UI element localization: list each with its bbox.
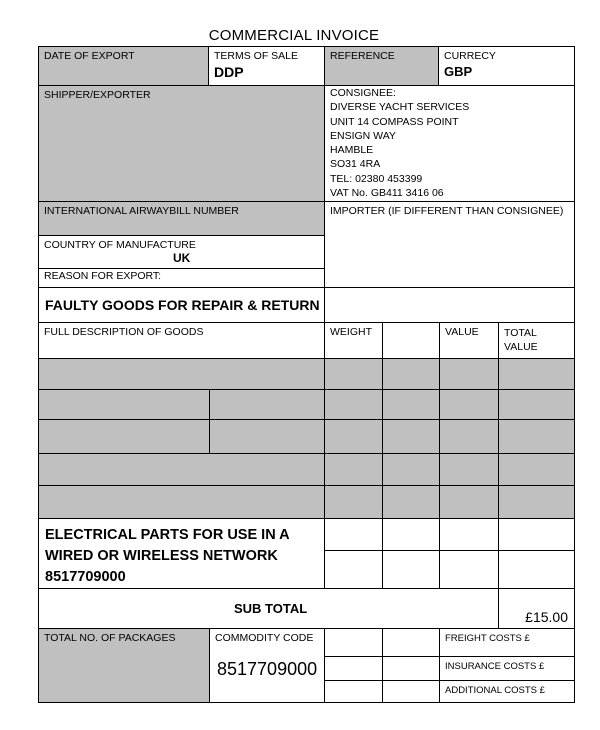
item-row-blank[interactable] xyxy=(383,390,440,420)
additional-costs-cell[interactable] xyxy=(440,681,575,703)
reason-value-cell[interactable] xyxy=(39,288,325,323)
freight-costs-cell[interactable] xyxy=(440,629,575,657)
freight-costs-label: FREIGHT COSTS £ xyxy=(445,633,530,644)
additional-costs-label: ADDITIONAL COSTS £ xyxy=(445,685,545,696)
goods-weight-cell[interactable] xyxy=(325,519,383,551)
importer-label: IMPORTER (IF DIFFERENT THAN CONSIGNEE) xyxy=(330,205,564,217)
reason-blank-cell xyxy=(325,288,575,323)
invoice-title: COMMERCIAL INVOICE xyxy=(208,27,380,44)
item-row-value[interactable] xyxy=(440,359,499,390)
item-row-description-2[interactable] xyxy=(210,420,325,454)
item-row-weight[interactable] xyxy=(325,420,383,454)
goods-description-line: ELECTRICAL PARTS FOR USE IN A xyxy=(45,527,290,543)
footer-blank-cell xyxy=(325,681,383,703)
item-row-weight[interactable] xyxy=(325,454,383,486)
reason-for-export-value: FAULTY GOODS FOR REPAIR & RETURN xyxy=(45,297,320,313)
weight-label: WEIGHT xyxy=(330,326,372,338)
insurance-costs-label: INSURANCE COSTS £ xyxy=(445,661,545,672)
date-of-export-label: DATE OF EXPORT xyxy=(44,50,135,62)
shipper-exporter-cell[interactable] xyxy=(39,86,325,202)
invoice-form xyxy=(38,46,575,703)
insurance-costs-cell[interactable] xyxy=(440,657,575,681)
total-value-label xyxy=(499,323,574,354)
consignee-line: SO31 4RA xyxy=(330,158,381,171)
goods-value-cell[interactable] xyxy=(440,519,499,551)
goods-value-cell[interactable] xyxy=(440,551,499,589)
reason-for-export-label: REASON FOR EXPORT: xyxy=(44,270,162,282)
blank-header xyxy=(383,323,440,359)
item-row-blank[interactable] xyxy=(383,454,440,486)
currency-cell[interactable] xyxy=(439,47,575,86)
consignee-cell[interactable] xyxy=(325,86,575,202)
item-row-blank[interactable] xyxy=(383,359,440,390)
airwaybill-label: INTERNATIONAL AIRWAYBILL NUMBER xyxy=(44,205,239,217)
item-row-description[interactable] xyxy=(39,486,325,519)
item-row-value[interactable] xyxy=(440,486,499,519)
item-row-weight[interactable] xyxy=(325,359,383,390)
item-row-blank[interactable] xyxy=(383,486,440,519)
airwaybill-cell[interactable] xyxy=(39,202,325,236)
item-row-description-2[interactable] xyxy=(210,390,325,420)
item-row-blank[interactable] xyxy=(383,420,440,454)
item-row-description[interactable] xyxy=(39,420,210,454)
goods-weight-cell[interactable] xyxy=(325,551,383,589)
value-header xyxy=(440,323,499,359)
commodity-code-label: COMMODITY CODE xyxy=(215,632,314,644)
total-packages-cell[interactable] xyxy=(39,629,210,703)
terms-of-sale-value: DDP xyxy=(214,64,244,80)
subtotal-label-cell xyxy=(39,589,499,629)
item-row-total[interactable] xyxy=(499,359,575,390)
goods-description-text xyxy=(45,525,290,588)
shipper-exporter-label: SHIPPER/EXPORTER xyxy=(44,89,151,101)
footer-blank-cell xyxy=(383,657,440,681)
item-row-total[interactable] xyxy=(499,454,575,486)
terms-of-sale-cell[interactable] xyxy=(209,47,325,86)
goods-description-header xyxy=(39,323,325,359)
footer-blank-cell xyxy=(325,657,383,681)
item-row-description[interactable] xyxy=(39,359,325,390)
item-row-value[interactable] xyxy=(440,420,499,454)
item-row-description[interactable] xyxy=(39,454,325,486)
importer-cell[interactable] xyxy=(325,202,575,288)
currency-value: GBP xyxy=(444,64,473,79)
commodity-code-value: 8517709000 xyxy=(217,659,318,679)
consignee-line: UNIT 14 COMPASS POINT xyxy=(330,115,459,128)
consignee-line: TEL: 02380 453399 xyxy=(330,172,423,185)
total-packages-label: TOTAL NO. OF PACKAGES xyxy=(44,632,176,644)
item-row-value[interactable] xyxy=(440,454,499,486)
goods-blank-cell[interactable] xyxy=(383,551,440,589)
subtotal-value-cell[interactable] xyxy=(499,589,575,629)
goods-description-line: WIRED OR WIRELESS NETWORK xyxy=(45,548,278,564)
weight-header xyxy=(325,323,383,359)
country-of-manufacture-cell[interactable] xyxy=(39,236,325,269)
date-of-export-cell[interactable] xyxy=(39,47,209,86)
goods-description-label: FULL DESCRIPTION OF GOODS xyxy=(44,326,204,338)
footer-blank-cell xyxy=(383,681,440,703)
terms-of-sale-label: TERMS OF SALE xyxy=(214,50,299,62)
total-value-header xyxy=(499,323,575,359)
item-row-weight[interactable] xyxy=(325,390,383,420)
goods-blank-cell[interactable] xyxy=(383,519,440,551)
item-row-weight[interactable] xyxy=(325,486,383,519)
total-value-label-line2: VALUE xyxy=(504,341,538,353)
subtotal-label: SUB TOTAL xyxy=(234,601,308,616)
consignee-line: HAMBLE xyxy=(330,144,374,157)
goods-description-cell[interactable] xyxy=(39,519,325,589)
consignee-line: ENSIGN WAY xyxy=(330,129,396,142)
goods-total-cell[interactable] xyxy=(499,551,575,589)
footer-blank-cell xyxy=(383,629,440,657)
country-of-manufacture-label: COUNTRY OF MANUFACTURE xyxy=(44,239,196,251)
consignee-line: VAT No. GB411 3416 06 xyxy=(330,187,444,200)
item-row-total[interactable] xyxy=(499,420,575,454)
currency-label: CURRECY xyxy=(444,50,496,62)
item-row-value[interactable] xyxy=(440,390,499,420)
reference-cell[interactable] xyxy=(325,47,439,86)
goods-description-line: 8517709000 xyxy=(45,569,126,585)
subtotal-value: £15.00 xyxy=(525,609,568,625)
footer-blank-cell xyxy=(325,629,383,657)
consignee-line: DIVERSE YACHT SERVICES xyxy=(330,101,470,114)
item-row-description[interactable] xyxy=(39,390,210,420)
item-row-total[interactable] xyxy=(499,390,575,420)
total-value-label-line1: TOTAL xyxy=(504,327,537,339)
reason-for-export-cell[interactable] xyxy=(39,269,325,288)
goods-total-cell[interactable] xyxy=(499,519,575,551)
consignee-label: CONSIGNEE: xyxy=(330,87,396,99)
value-label: VALUE xyxy=(445,326,479,338)
country-of-manufacture-value: UK xyxy=(173,251,191,265)
item-row-total[interactable] xyxy=(499,486,575,519)
commodity-code-cell[interactable] xyxy=(210,629,325,703)
reference-label: REFERENCE xyxy=(330,50,395,62)
